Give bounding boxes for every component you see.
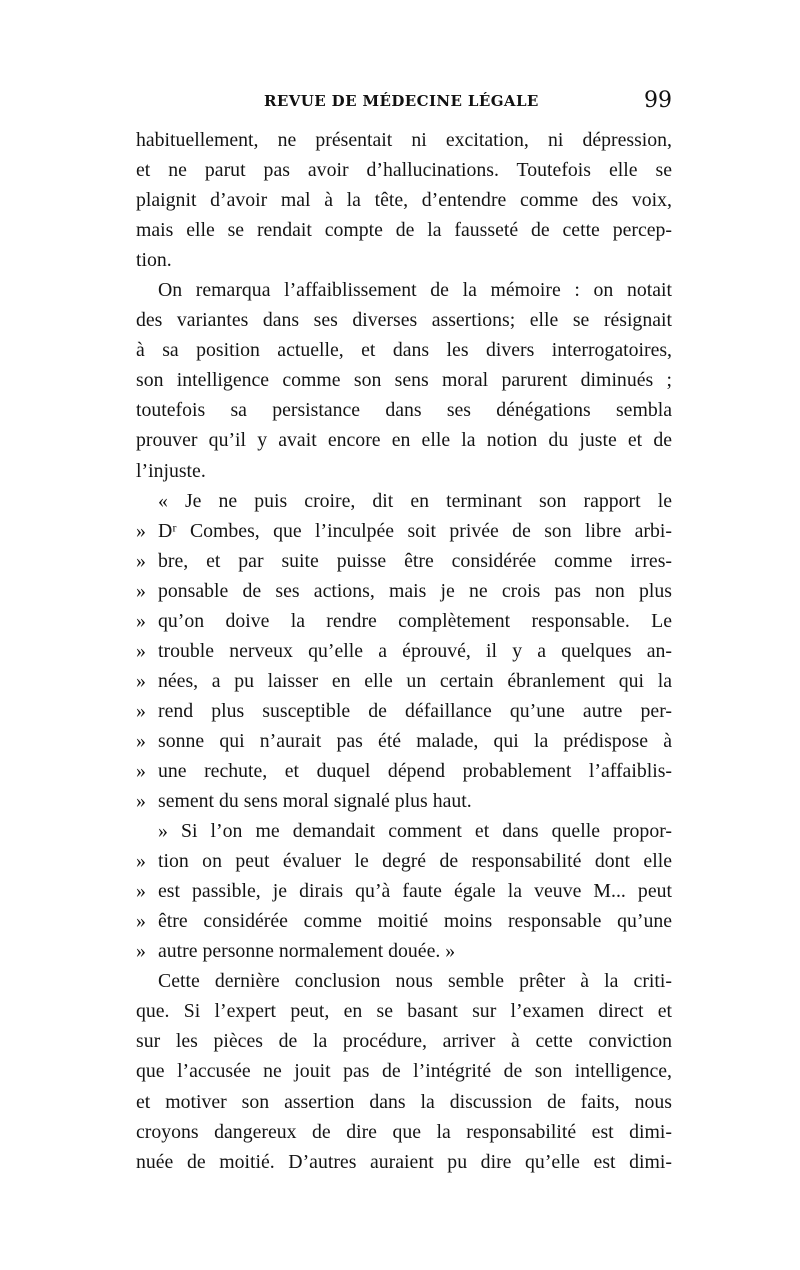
text-line: nuée de moitié. D’autres auraient pu dire qu’elle est dimi- (136, 1150, 672, 1173)
quote-mark: » (136, 519, 146, 542)
text-line: sur les pièces de la procédure, arriver à cette conviction (136, 1030, 672, 1053)
quoted-line (136, 906, 672, 936)
text-line: son intelligence comme son sens moral parurent diminués ; (136, 369, 672, 392)
text-line: « Je ne puis croire, dit en terminant son rapport le (158, 489, 672, 512)
running-head: REVUE DE MÉDECINE LÉGALE (264, 92, 539, 110)
quote-mark: » (136, 699, 146, 722)
text-line: prouver qu’il y avait encore en elle la notion du juste et de (136, 429, 672, 452)
page-number: 99 (644, 88, 672, 113)
text-line: tion. (136, 249, 172, 272)
text-line: On remarqua l’affaiblissement de la mémoire : on notait (158, 279, 672, 302)
quote-mark: » (136, 940, 146, 963)
text-line: que l’accusée ne jouit pas de l’intégrité de son intelligence, (136, 1060, 672, 1083)
text-line: trouble nerveux qu’elle a éprouvé, il y a quelques an- (158, 639, 672, 662)
text-line: habituellement, ne présentait ni excitation, ni dépression, (136, 129, 672, 151)
quoted-line (136, 876, 672, 906)
quote-mark: » (136, 790, 146, 813)
text-line: et ne parut pas avoir d’hallucinations. Toutefois elle se (136, 159, 672, 182)
text-line: plaignit d’avoir mal à la tête, d’entendre comme des voix, (136, 189, 672, 212)
quoted-line (136, 606, 672, 636)
quote-mark: » (136, 579, 146, 602)
quoted-line (136, 576, 672, 606)
quoted-line (136, 756, 672, 786)
text-line: que. Si l’expert peut, en se basant sur l’examen direct et (136, 1000, 672, 1023)
quoted-line (136, 936, 672, 966)
quoted-line (136, 696, 672, 726)
quoted-line (136, 546, 672, 576)
quote-mark: » (136, 850, 146, 873)
page-header (136, 88, 672, 120)
text-line: toutefois sa persistance dans ses dénégations sembla (136, 399, 672, 422)
text-line: nées, a pu laisser en elle un certain ébranlement qui la (158, 669, 672, 692)
text-line: croyons dangereux de dire que la responsabilité est dimi- (136, 1120, 672, 1143)
text-line: l’injuste. (136, 459, 206, 482)
quoted-line (136, 636, 672, 666)
quote-mark: » (136, 549, 146, 572)
quoted-line (136, 726, 672, 756)
text-line: qu’on doive la rendre complètement responsable. Le (158, 609, 672, 632)
quote-mark: » (136, 729, 146, 752)
text-line: sonne qui n’aurait pas été malade, qui la prédispose à (158, 729, 672, 752)
text-line: autre personne normalement douée. » (158, 940, 456, 963)
text-line: à sa position actuelle, et dans les divers interrogatoires, (136, 339, 672, 362)
quoted-line (136, 666, 672, 696)
text-line: est passible, je dirais qu’à faute égale la veuve M... peut (158, 880, 672, 903)
text-line: tion on peut évaluer le degré de responsabilité dont elle (158, 850, 672, 873)
quote-mark: » (136, 639, 146, 662)
text-line: bre, et par suite puisse être considérée comme irres- (158, 549, 672, 572)
quote-mark: » (136, 910, 146, 933)
text-line: mais elle se rendait compte de la fausseté de cette percep- (136, 219, 672, 242)
text-line: » Si l’on me demandait comment et dans quelle propor- (158, 820, 672, 843)
text-line: être considérée comme moitié moins responsable qu’une (158, 910, 672, 933)
quote-mark: » (136, 880, 146, 903)
text-line: et motiver son assertion dans la discussion de faits, nous (136, 1090, 672, 1113)
text-line: des variantes dans ses diverses assertions; elle se résignait (136, 309, 672, 332)
quote-mark: » (136, 669, 146, 692)
text-line: Dʳ Combes, que l’inculpée soit privée de son libre arbi- (158, 519, 672, 542)
quoted-line (136, 516, 672, 546)
quote-mark: » (136, 609, 146, 632)
body-text (136, 125, 672, 1177)
quote-mark: » (136, 759, 146, 782)
text-line: ponsable de ses actions, mais je ne crois pas non plus (158, 579, 672, 602)
text-line: Cette dernière conclusion nous semble prêter à la criti- (158, 970, 672, 993)
text-line: sement du sens moral signalé plus haut. (158, 790, 472, 813)
quoted-line (136, 786, 672, 816)
quoted-line (136, 846, 672, 876)
text-line: une rechute, et duquel dépend probablement l’affaiblis- (158, 759, 672, 782)
text-line: rend plus susceptible de défaillance qu’une autre per- (158, 699, 672, 722)
